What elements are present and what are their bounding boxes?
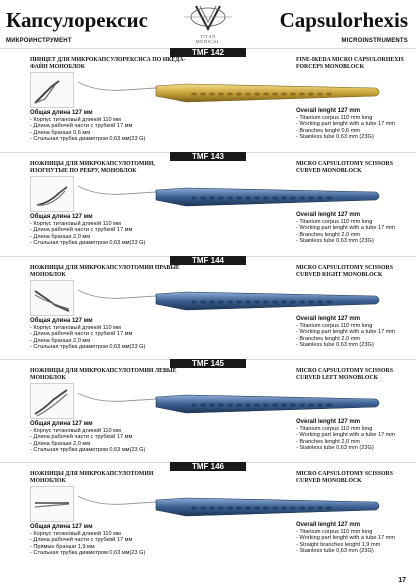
spec-line-ru: - Длина рабочей части с трубкой 17 мм	[30, 227, 133, 234]
spec-line-en: - Straight branches lenght 1,9 mm	[296, 541, 381, 548]
spec-line-ru: - Длина рабочей части с трубкой 17 мм	[30, 434, 133, 441]
spec-line-en: - Stainless tube 0,63 mm (23G)	[296, 342, 374, 349]
spec-line-en: - Stainless tube 0,63 mm (23G)	[296, 134, 374, 141]
logo-text-line-2: MEDICAL	[195, 39, 221, 44]
specs-en	[296, 212, 412, 245]
spec-line-en: - Titanium corpus 110 mm long	[296, 528, 373, 535]
spec-line-en: - Stainless tube 0,63 mm (23G)	[296, 548, 374, 555]
tip-detail-image	[30, 280, 74, 316]
specs-en	[296, 108, 412, 141]
spec-line-en: - Branches lenght 2,0 mm	[296, 438, 361, 445]
overall-length-en: Overall lenght 127 mm	[296, 316, 361, 322]
spec-line-en: - Titanium corpus 110 mm long	[296, 425, 373, 432]
spec-line-ru: - Корпус титановый длиной 110 мм	[30, 427, 121, 434]
spec-line-en: - Branches lenght 2,0 mm	[296, 231, 361, 238]
logo-text	[178, 34, 238, 44]
product-name-ru: ПИНЦЕТ ДЛЯ МИКРОКАПСУЛОРЕКСИСА ПО ИКЕДА-ФАЙН МОНОБЛОК	[30, 57, 186, 70]
spec-line-ru: - Стальная трубка диаметром 0,63 мм(23 G)	[30, 240, 146, 247]
product-name-en: MICRO CAPSULOTOMY SCISSORS CURVED MONOBLOCK	[296, 471, 393, 484]
product-name-en: MICRO CAPSULOTOMY SCISSORS CURVED MONOBLOCK	[296, 161, 393, 174]
overall-length-ru: Общая длина 127 мм	[30, 421, 93, 427]
spec-line-ru: - Корпус титановый длиной 110 мм	[30, 324, 121, 331]
spec-line-en: - Titanium corpus 110 mm long	[296, 322, 373, 329]
spec-line-en: - Stainless tube 0,63 mm (23G)	[296, 238, 374, 245]
spec-line-ru: - Длина бранши 2,0 мм	[30, 233, 91, 240]
spec-line-ru: - Стальная трубка диаметром 0,63 мм(23 G)	[30, 447, 146, 454]
spec-line-en: - Working part lenght with a tube 17 mm	[296, 225, 396, 232]
spec-line-en: - Branches lenght 0,6 mm	[296, 127, 361, 134]
spec-line-ru: - Стальная трубка диаметром 0,63 мм(23 G)	[30, 344, 146, 351]
spec-line-en: - Stainless tube 0,63 mm (23G)	[296, 445, 374, 452]
spec-line-ru: - Прямые бранши 1,9 мм	[30, 543, 95, 550]
specs-en	[296, 419, 412, 452]
spec-line-ru: - Стальная трубка диаметром 0,63 мм(23 G)	[30, 136, 146, 143]
product-section	[0, 152, 416, 258]
product-name-ru: НОЖНИЦЫ ДЛЯ МИКРОКАПСУЛОТОМИИ ЛЕВЫЕ МОНОБЛОК	[30, 368, 177, 381]
tip-detail-image	[30, 486, 74, 522]
overall-length-en: Overall lenght 127 mm	[296, 522, 361, 528]
page-title-ru: Капсулорексис	[6, 8, 148, 32]
spec-line-ru: - Стальная трубка диаметром 0,63 мм(23 G)	[30, 550, 146, 557]
page-number: 17	[398, 577, 406, 584]
spec-line-ru: - Корпус титановый длиной 110 мм	[30, 220, 121, 227]
product-section	[0, 256, 416, 362]
product-name-ru: НОЖНИЦЫ ДЛЯ МИКРОКАПСУЛОТОМИИ ПРАВЫЕ МОНОБЛОК	[30, 265, 180, 278]
product-name-ru: НОЖНИЦЫ ДЛЯ МИКРОКАПСУЛОТОМИИ, ИЗОГНУТЫЕ ПО РЕБРУ, МОНОБЛОК	[30, 161, 155, 174]
spec-line-en: - Working part lenght with a tube 17 mm	[296, 329, 396, 336]
logo-text-line-1: TITAN	[199, 34, 217, 39]
product-code: TMF 142	[170, 48, 246, 57]
tip-detail-image	[30, 72, 74, 108]
section-bar	[0, 359, 416, 367]
spec-line-en: - Branches lenght 2,0 mm	[296, 335, 361, 342]
product-name-ru: НОЖНИЦЫ ДЛЯ МИКРОКАПСУЛОТОМИИ МОНОБЛОК	[30, 471, 154, 484]
spec-line-en: - Titanium corpus 110 mm long	[296, 114, 373, 121]
overall-length-ru: Общая длина 127 мм	[30, 214, 93, 220]
spec-line-ru: - Длина рабочей части с трубкой 17 мм	[30, 537, 133, 544]
spec-line-en: - Working part lenght with a tube 17 mm	[296, 121, 396, 128]
overall-length-ru: Общая длина 127 мм	[30, 524, 93, 530]
product-section	[0, 48, 416, 154]
section-bar	[0, 152, 416, 160]
specs-ru	[30, 524, 230, 557]
instrument-image	[76, 383, 386, 423]
product-section	[0, 359, 416, 465]
spec-line-en: - Working part lenght with a tube 17 mm	[296, 432, 396, 439]
overall-length-ru: Общая длина 127 мм	[30, 318, 93, 324]
spec-line-ru: - Длина бранши 0,6 мм	[30, 129, 91, 136]
product-section	[0, 462, 416, 568]
section-bar	[0, 462, 416, 470]
instrument-image	[76, 486, 386, 526]
specs-en	[296, 316, 412, 349]
specs-en	[296, 522, 412, 555]
spec-line-ru: - Корпус титановый длиной 110 мм	[30, 116, 121, 123]
overall-length-en: Overall lenght 127 mm	[296, 419, 361, 425]
overall-length-en: Overall lenght 127 mm	[296, 108, 361, 114]
page-subtitle-en: MICROINSTRUMENTS	[341, 38, 408, 44]
specs-ru	[30, 318, 230, 351]
product-code: TMF 144	[170, 256, 246, 265]
specs-ru	[30, 214, 230, 247]
tip-detail-image	[30, 176, 74, 212]
product-name-en: MICRO CAPSULOTOMY SCISSORS CURVED LEFT MONOBLOCK	[296, 368, 393, 381]
instrument-image	[76, 280, 386, 320]
overall-length-en: Overall lenght 127 mm	[296, 212, 361, 218]
spec-line-ru: - Длина бранши 2,0 мм	[30, 337, 91, 344]
spec-line-ru: - Длина бранши 2,0 мм	[30, 440, 91, 447]
spec-line-en: - Working part lenght with a tube 17 mm	[296, 535, 396, 542]
product-code: TMF 145	[170, 359, 246, 368]
page-subtitle-ru: МИКРОИНСТРУМЕНТ	[6, 38, 72, 44]
spec-line-ru: - Длина рабочей части с трубкой 17 мм	[30, 331, 133, 338]
specs-ru	[30, 110, 230, 143]
section-bar	[0, 48, 416, 56]
product-name-en: FINE-IKEDA MICRO CAPSULORHEXIS FORCEPS MONOBLOCK	[296, 57, 404, 70]
product-code: TMF 143	[170, 152, 246, 161]
product-name-en: MICRO CAPSULOTOMY SCISSORS CURVED RIGHT MONOBLOCK	[296, 265, 393, 278]
specs-ru	[30, 421, 230, 454]
overall-length-ru: Общая длина 127 мм	[30, 110, 93, 116]
instrument-image	[76, 72, 386, 112]
spec-line-ru: - Длина рабочей части с трубкой 17 мм	[30, 123, 133, 130]
page-title-en: Capsulorhexis	[279, 8, 408, 32]
section-bar	[0, 256, 416, 264]
tip-detail-image	[30, 383, 74, 419]
spec-line-en: - Titanium corpus 110 mm long	[296, 218, 373, 225]
spec-line-ru: - Корпус титановый длиной 110 мм	[30, 530, 121, 537]
product-code: TMF 146	[170, 462, 246, 471]
page-header	[0, 0, 416, 50]
instrument-image	[76, 176, 386, 216]
